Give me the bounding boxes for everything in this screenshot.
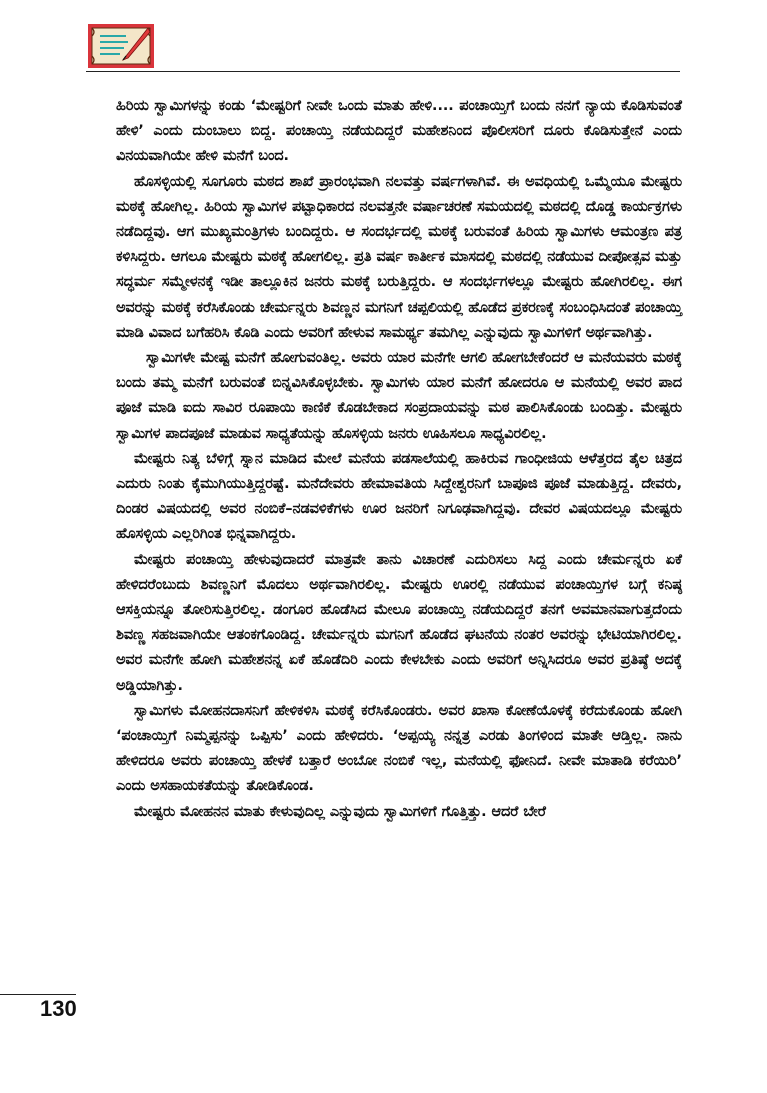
paragraph: ಮೇಷ್ಟರು ನಿತ್ಯ ಬೆಳಿಗ್ಗೆ ಸ್ನಾನ ಮಾಡಿದ ಮೇಲೆ ಮನೆಯ ಪಡಸಾಲೆಯಲ್ಲಿ ಹಾಕಿರುವ ಗಾಂಧೀಜಿಯ ಆಳೆತ್ತರದ ತೈಲ ಚಿತ್ರದ ಎದುರು ನಿಂತು ಕೈಮುಗಿಯುತ್ತಿದ್ದರಷ್ಟೆ. ಮನೆದೇವರು ಹೇಮಾವತಿಯ ಸಿದ್ದೇಶ್ವರನಿಗೆ ಬಾಪೂಜಿ ಪೂಜೆ ಮಾಡುತ್ತಿದ್ದ. ದೇವರು, ದಿಂಡರ ವಿಷಯದಲ್ಲಿ ಅವರ ನಂಬಿಕೆ–ನಡವಳಿಕೆಗಳು ಊರ ಜನರಿಗೆ ನಿಗೂಢವಾಗಿದ್ದವು. ದೇವರ ವಿಷಯದಲ್ಲೂ ಮೇಷ್ಟರು ಹೊಸಳ್ಳಿಯ ಎಲ್ಲರಿಗಿಂತ ಭಿನ್ನವಾಗಿದ್ದರು. bbox=[116, 450, 682, 543]
page-number: 130 bbox=[40, 996, 77, 1021]
quill-on-parchment-icon bbox=[86, 22, 156, 70]
footer-divider bbox=[0, 994, 76, 995]
paragraph: ಸ್ವಾಮಿಗಳೇ ಮೇಷ್ಟ ಮನೆಗೆ ಹೋಗುವಂತಿಲ್ಲ. ಅವರು ಯಾರ ಮನೆಗೇ ಆಗಲಿ ಹೋಗಬೇಕೆಂದರೆ ಆ ಮನೆಯವರು ಮಠಕ್ಕೆ ಬಂದು ತಮ್ಮ ಮನೆಗೆ ಬರುವಂತೆ ಬಿನ್ನವಿಸಿಕೊಳ್ಳಬೇಕು. ಸ್ವಾಮಿಗಳು ಯಾರ ಮನೆಗೆ ಹೋದರೂ ಆ ಮನೆಯಲ್ಲಿ ಅವರ ಪಾದ ಪೂಜೆ ಮಾಡಿ ಐದು ಸಾವಿರ ರೂಪಾಯಿ ಕಾಣಿಕೆ ಕೊಡಬೇಕಾದ ಸಂಪ್ರದಾಯವನ್ನು ಮಠ ಪಾಲಿಸಿಕೊಂಡು ಬಂದಿತ್ತು. ಮೇಷ್ಟರು ಸ್ವಾಮಿಗಳ ಪಾದಪೂಜೆ ಮಾಡುವ ಸಾಧ್ಯತೆಯನ್ನು ಹೊಸಳ್ಳಿಯ ಜನರು ಊಹಿಸಲೂ ಸಾಧ್ಯವಿರಲಿಲ್ಲ. bbox=[116, 350, 682, 442]
paragraph: ಹಿರಿಯ ಸ್ವಾಮಿಗಳನ್ನು ಕಂಡು ‘ಮೇಷ್ಟರಿಗೆ ನೀವೇ ಒಂದು ಮಾತು ಹೇಳಿ.... ಪಂಚಾಯ್ತಿಗೆ ಬಂದು ನನಗೆ ನ್ಯಾಯ ಕೊಡಿಸುವಂತೆ ಹೇಳಿ’ ಎಂದು ದುಂಬಾಲು ಬಿದ್ದ. ಪಂಚಾಯ್ತಿ ನಡೆಯದಿದ್ದರೆ ಮಹೇಶನಿಂದ ಪೊಲೀಸರಿಗೆ ದೂರು ಕೊಡಿಸುತ್ತೇನೆ ಎಂದು ವಿನಯವಾಗಿಯೇ ಹೇಳಿ ಮನೆಗೆ ಬಂದ. bbox=[116, 98, 682, 165]
header-divider bbox=[86, 71, 680, 72]
chapter-body-text bbox=[116, 94, 682, 825]
paragraph: ಸ್ವಾಮಿಗಳು ಮೋಹನದಾಸನಿಗೆ ಹೇಳಿಕಳಿಸಿ ಮಠಕ್ಕೆ ಕರೆಸಿಕೊಂಡರು. ಅವರ ಖಾಸಾ ಕೋಣೆಯೊಳಕ್ಕೆ ಕರೆದುಕೊಂಡು ಹೋಗಿ ‘ಪಂಚಾಯ್ತಿಗೆ ನಿಮ್ಮಪ್ಪನನ್ನು ಒಪ್ಪಿಸು’ ಎಂದು ಹೇಳಿದರು. ‘ಅಪ್ಪಯ್ಯ ನನ್ನತ್ರ ಎರಡು ತಿಂಗಳಿಂದ ಮಾತೇ ಆಡ್ತಿಲ್ಲ. ನಾನು ಹೇಳಿದರೂ ಅವರು ಪಂಚಾಯ್ತಿ ಹೇಳಕೆ ಬತ್ತಾರೆ ಅಂಬೋ ನಂಬಿಕೆ ಇಲ್ಲ, ಮನೆಯಲ್ಲಿ ಫೋನಿದೆ. ನೀವೇ ಮಾತಾಡಿ ಕರೆಯಿರಿ’ ಎಂದು ಅಸಹಾಯಕತೆಯನ್ನು ತೋಡಿಕೊಂಡ. bbox=[116, 702, 682, 795]
paragraph: ಮೇಷ್ಟರು ಮೋಹನನ ಮಾತು ಕೇಳುವುದಿಲ್ಲ ಎನ್ನುವುದು ಸ್ವಾಮಿಗಳಿಗೆ ಗೊತ್ತಿತ್ತು. ಆದರೆ ಬೇರೆ bbox=[134, 803, 546, 820]
paragraph: ಹೊಸಳ್ಳಿಯಲ್ಲಿ ಸೂಗೂರು ಮಠದ ಶಾಖೆ ಪ್ರಾರಂಭವಾಗಿ ನಲವತ್ತು ವರ್ಷಗಳಾಗಿವೆ. ಈ ಅವಧಿಯಲ್ಲಿ ಒಮ್ಮೆಯೂ ಮೇಷ್ಟರು ಮಠಕ್ಕೆ ಹೋಗಿಲ್ಲ. ಹಿರಿಯ ಸ್ವಾಮಿಗಳ ಪಟ್ಟಾಧಿಕಾರದ ನಲವತ್ತನೇ ವರ್ಷಾಚರಣೆ ಸಮಯದಲ್ಲಿ ಮಠದಲ್ಲಿ ದೊಡ್ಡ ಕಾರ್ಯಕ್ರಗಳು ನಡೆದಿದ್ದವು. ಆಗ ಮುಖ್ಯಮಂತ್ರಿಗಳು ಬಂದಿದ್ದರು. ಆ ಸಂದರ್ಭದಲ್ಲಿ ಮಠಕ್ಕೆ ಬರುವಂತೆ ಹಿರಿಯ ಸ್ವಾಮಿಗಳು ಆಮಂತ್ರಣ ಪತ್ರ ಕಳಿಸಿದ್ದರು. ಆಗಲೂ ಮೇಷ್ಟರು ಮಠಕ್ಕೆ ಹೋಗಲಿಲ್ಲ. ಪ್ರತಿ ವರ್ಷ ಕಾರ್ತೀಕ ಮಾಸದಲ್ಲಿ ಮಠದಲ್ಲಿ ನಡೆಯುವ ದೀಪೋತ್ಸವ ಮತ್ತು ಸದ್ಧರ್ಮ ಸಮ್ಮೇಳನಕ್ಕೆ ಇಡೀ ತಾಲ್ಲೂಕಿನ ಜನರು ಮಠಕ್ಕೆ ಬರುತ್ತಿದ್ದರು. ಆ ಸಂದರ್ಭಗಳಲ್ಲೂ ಮೇಷ್ಟರು ಹೋಗಿರಲಿಲ್ಲ. ಈಗ ಅವರನ್ನು ಮಠಕ್ಕೆ ಕರೆಸಿಕೊಂಡು ಚೇರ್ಮನ್ನರು ಶಿವಣ್ಣನ ಮಗನಿಗೆ ಚಪ್ಪಲಿಯಲ್ಲಿ ಹೊಡೆದ ಪ್ರಕರಣಕ್ಕೆ ಸಂಬಂಧಿಸಿದಂತೆ ಪಂಚಾಯ್ತಿ ಮಾಡಿ ವಿವಾದ ಬಗೆಹರಿಸಿ ಕೊಡಿ ಎಂದು ಅವರಿಗೆ ಹೇಳುವ ಸಾಮರ್ಥ್ಯ ತಮಗಿಲ್ಲ ಎನ್ನುವುದು ಸ್ವಾಮಿಗಳಿಗೆ ಅರ್ಥವಾಗಿತ್ತು. bbox=[116, 173, 682, 341]
paragraph: ಮೇಷ್ಟರು ಪಂಚಾಯ್ತಿ ಹೇಳುವುದಾದರೆ ಮಾತ್ರವೇ ತಾನು ವಿಚಾರಣೆ ಎದುರಿಸಲು ಸಿದ್ದ ಎಂದು ಚೇರ್ಮನ್ನರು ಏಕೆ ಹೇಳಿದರೆಂಬುದು ಶಿವಣ್ಣನಿಗೆ ಮೊದಲು ಅರ್ಥವಾಗಿರಲಿಲ್ಲ. ಮೇಷ್ಟರು ಊರಲ್ಲಿ ನಡೆಯುವ ಪಂಚಾಯ್ತಿಗಳ ಬಗ್ಗೆ ಕನಿಷ್ಠ ಆಸಕ್ತಿಯನ್ನೂ ತೋರಿಸುತ್ತಿರಲಿಲ್ಲ. ಡಂಗೂರ ಹೊಡೆಸಿದ ಮೇಲೂ ಪಂಚಾಯ್ತಿ ನಡೆಯದಿದ್ದರೆ ತನಗೆ ಅವಮಾನವಾಗುತ್ತದೆಂದು ಶಿವಣ್ಣ ಸಹಜವಾಗಿಯೇ ಆತಂಕಗೊಂಡಿದ್ದ. ಚೇರ್ಮನ್ನರು ಮಗನಿಗೆ ಹೊಡೆದ ಘಟನೆಯ ನಂತರ ಅವರನ್ನು ಭೇಟಿಯಾಗಿರಲಿಲ್ಲ. ಅವರ ಮನೆಗೇ ಹೋಗಿ ಮಹೇಶನನ್ನ ಏಕೆ ಹೊಡೆದಿರಿ ಎಂದು ಕೇಳಬೇಕು ಎಂದು ಅವರಿಗೆ ಅನ್ನಿಸಿದರೂ ಅವರ ಪ್ರತಿಷ್ಠೆ ಅದಕ್ಕೆ ಅಡ್ಡಿಯಾಗಿತ್ತು. bbox=[116, 551, 682, 694]
